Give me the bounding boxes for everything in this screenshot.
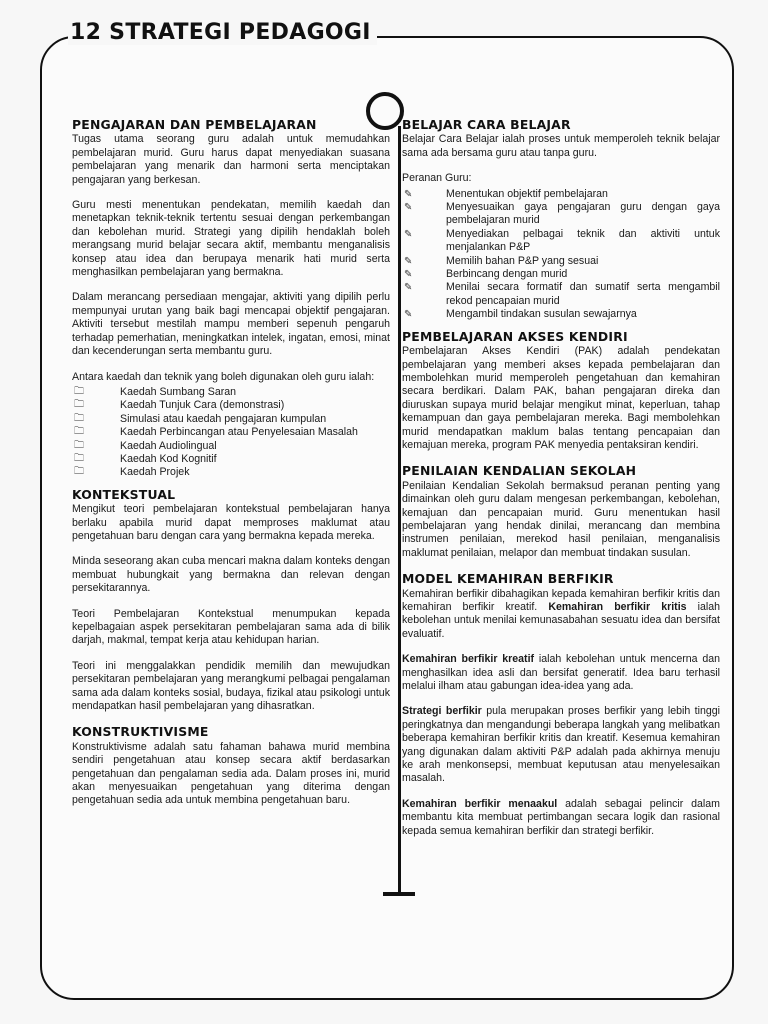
folder-icon: 🗀	[74, 412, 84, 424]
section-penilaian-kendalian-sekolah	[402, 464, 720, 560]
list-item: 🗀 Simulasi atau kaedah pengajaran kumpulan	[74, 412, 327, 425]
paragraph: Pembelajaran Akses Kendiri (PAK) adalah pendekatan pembelajaran yang memberi akses kepada pembelajaran dan membolehkan murid memperoleh pengetahuan dan kemahiran secara berdikari. Dalam PAK, bahan pengajaran direka dan diuruskan supaya murid belajar mengikut minat, keperluan, tahap kemampuan dan gaya pembelajaran mereka. Bagi membolehkan murid mendapatkan maklum balas tentang pencapaian dan kemajuan mereka, program PAK menyedia pentaksiran kendiri.	[402, 345, 720, 451]
paragraph: Belajar Cara Belajar ialah proses untuk memperoleh teknik belajar sama ada bersama guru atau tanpa guru.	[402, 133, 720, 159]
list-item: ✎ Memilih bahan P&P yang sesuai	[404, 254, 599, 267]
section-kontekstual	[72, 488, 390, 714]
pencil-icon: ✎	[404, 309, 413, 321]
left-column	[72, 118, 390, 820]
paragraph: Penilaian Kendalian Sekolah bermaksud peranan penting yang dimainkan oleh guru dalam mengesan perkembangan, kebolehan, kemajuan dan pencapaian murid. Guru menentukan hasil pembelajaran yang hendak dinilai, merancang dan membina instrumen penilaian, merekod hasil penilaian, menganalisis maklumat penilaian, melapor dan membuat tindakan susulan.	[402, 479, 720, 559]
paragraph: Kemahiran berfikir menaakul adalah sebagai pelincir dalam membantu kita membuat pertimbangan secara logik dan rasional kepada semua kemahiran berfikir dan strategi berfikir.	[402, 797, 720, 837]
section-heading: MODEL KEMAHIRAN BERFIKIR	[402, 571, 614, 587]
section-heading: PENILAIAN KENDALIAN SEKOLAH	[402, 463, 637, 479]
folder-icon: 🗀	[74, 385, 84, 397]
list-item: 🗀 Kaedah Perbincangan atau Penyelesaian Masalah	[74, 426, 358, 439]
paragraph: Tugas utama seorang guru adalah untuk memudahkan pembelajaran murid. Guru harus dapat menyediakan suasana pembelajaran yang menarik dan harmoni serta menciptakan pengajaran yang berkesan.	[72, 133, 390, 186]
list-item: ✎ Berbincang dengan murid	[404, 268, 568, 281]
list-item: ✎ Mengambil tindakan susulan sewajarnya	[404, 308, 637, 321]
section-heading: KONTEKSTUAL	[72, 486, 176, 502]
list-item: 🗀 Kaedah Projek	[74, 466, 190, 479]
paragraph: Peranan Guru:	[402, 172, 472, 185]
section-heading: BELAJAR CARA BELAJAR	[402, 117, 571, 132]
section-heading: PENGAJARAN DAN PEMBELAJARAN	[72, 117, 317, 132]
list-item: 🗀 Kaedah Kod Kognitif	[74, 452, 217, 465]
page-title: 12 STRATEGI PEDAGOGI	[68, 20, 377, 45]
paragraph: Antara kaedah dan teknik yang boleh digunakan oleh guru ialah:	[72, 370, 375, 383]
pencil-icon: ✎	[404, 188, 413, 200]
folder-icon: 🗀	[74, 466, 84, 478]
pencil-icon: ✎	[404, 202, 413, 214]
section-heading: KONSTRUKTIVISME	[72, 724, 209, 740]
pencil-icon: ✎	[404, 228, 413, 240]
pencil-icon: ✎	[404, 282, 413, 294]
list-item: 🗀 Kaedah Sumbang Saran	[74, 385, 237, 398]
list-item: ✎ Menyesuaikan gaya pengajaran guru dengan gaya pembelajaran murid	[404, 201, 720, 227]
paragraph: Guru mesti menentukan pendekatan, memilih kaedah dan menetapkan teknik-teknik tertentu sesuai dengan perkembangan dan kebolehan murid. Strategi yang dipilih hendaklah boleh merangsang murid belajar secara aktif, membantu menganalisis konsep atau idea dan berupaya menarik hati murid serta menghasilkan pembelajaran yang bermakna.	[72, 199, 390, 279]
pencil-icon: ✎	[404, 269, 413, 281]
folder-icon: 🗀	[74, 426, 84, 438]
paragraph: Teori ini menggalakkan pendidik memilih dan mewujudkan persekitaran pembelajaran yang merangkumi pelbagai pengalaman sama ada dalam konteks sosial, budaya, fizikal atau psikologi untuk mendapatkan hasil pembelajaran yang dihasratkan.	[72, 659, 390, 713]
paragraph: Konstruktivisme adalah satu fahaman bahawa murid membina sendiri pengetahuan atau konsep secara aktif berdasarkan pengetahuan dan pengalaman sedia ada. Dalam proses ini, murid akan menyesuaikan pengetahuan yang diterima dengan pengetahuan sedia ada untuk membina pengetahuan baru.	[72, 740, 390, 807]
paragraph: Teori Pembelajaran Kontekstual menumpukan kepada kepelbagaian aspek persekitaran pembelajaran sama ada di bilik darjah, makmal, tempat kerja atau kehidupan harian.	[72, 607, 390, 647]
divider-foot	[383, 892, 415, 896]
paragraph: Kemahiran berfikir kreatif ialah kebolehan untuk mencerna dan menghasilkan idea asli dan bersifat generatif. Idea baru terhasil melalui ilham atau gabungan idea-idea yang ada.	[402, 653, 720, 693]
list-item: 🗀 Kaedah Tunjuk Cara (demonstrasi)	[74, 399, 285, 412]
roles-list	[402, 188, 720, 322]
section-model-kemahiran-berfikir	[402, 572, 720, 838]
section-pembelajaran-akses-kendiri	[402, 330, 720, 453]
paragraph: Minda seseorang akan cuba mencari makna dalam konteks dengan membuat hubungkait yang bermakna dan relevan dengan persekitarannya.	[72, 555, 391, 595]
column-divider	[398, 126, 401, 894]
right-column	[402, 118, 720, 850]
folder-icon: 🗀	[74, 399, 84, 411]
folder-icon: 🗀	[74, 452, 84, 464]
paragraph: Dalam merancang persediaan mengajar, aktiviti yang dipilih perlu mempunyai urutan yang baik bagi mencapai objektif pengajaran. Aktiviti tersebut mestilah mampu memberi sepenuh pengaruh terhadap pemerhatian, meningkatkan intelek, ingatan, emosi, minat dan kecenderungan serta membantu guru.	[72, 291, 390, 358]
paragraph: Mengikut teori pembelajaran kontekstual pembelajaran hanya berlaku apabila murid dapat memproses maklumat atau pengetahuan baru dengan cara yang bermakna kepada mereka.	[72, 503, 390, 542]
folder-icon: 🗀	[74, 439, 84, 451]
section-pengajaran-pembelajaran	[72, 118, 390, 480]
section-belajar-cara-belajar	[402, 118, 720, 322]
paragraph: Strategi berfikir pula merupakan proses berfikir yang lebih tinggi peringkatnya dan mengandungi beberapa langkah yang melibatkan beberapa kemahiran berfikir kritis dan kreatif. Kesemua kemahiran yang digunakan dalam aktiviti P&P adalah pada akhirnya menuju ke arah menkonsepsi, membuat keputusan atau menyelesaikan masalah.	[402, 705, 720, 785]
list-item: ✎ Menyediakan pelbagai teknik dan aktiviti untuk menjalankan P&P	[404, 227, 720, 254]
list-item: ✎ Menentukan objektif pembelajaran	[404, 187, 608, 200]
section-konstruktivisme	[72, 725, 390, 807]
pencil-icon: ✎	[404, 255, 413, 267]
paragraph: Kemahiran berfikir dibahagikan kepada kemahiran berfikir kritis dan kemahiran berfikir kreatif. Kemahiran berfikir kritis ialah kebolehan untuk menilai kemunasabahan sesuatu idea dan bersifat evaluatif.	[402, 587, 721, 640]
methods-list	[72, 386, 390, 480]
list-item: ✎ Menilai secara formatif dan sumatif serta mengambil rekod pencapaian murid	[404, 281, 720, 307]
list-item: 🗀 Kaedah Audiolingual	[74, 439, 217, 452]
section-heading: PEMBELAJARAN AKSES KENDIRI	[402, 328, 628, 344]
